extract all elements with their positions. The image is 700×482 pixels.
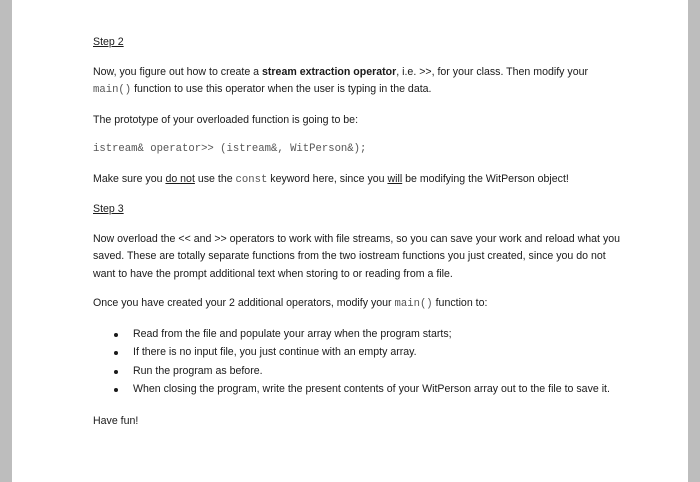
closing-text: Have fun!	[93, 414, 139, 427]
text-span: be modifying the WitPerson object!	[402, 172, 569, 185]
step3-paragraph-1: Now overload the << and >> operators to work with file streams, so you can save your work and reload what you saved. These are totally separate functions from the two iostream functions you just created, since you do not want to have the prompt additional text when storing to or reading from a file.	[93, 232, 621, 280]
document-page	[12, 0, 688, 482]
underlined-text: will	[387, 172, 403, 185]
list-item: When closing the program, write the present contents of your WitPerson array out to the file to save it.	[93, 381, 623, 399]
text-span: function to use this operator when the user is typing in the data.	[131, 83, 432, 95]
list-item: Read from the file and populate your array when the program starts;	[93, 326, 623, 344]
list-item: If there is no input file, you just continue with an empty array.	[93, 344, 623, 362]
inline-code: const	[235, 173, 268, 186]
step3-heading: Step 3	[93, 203, 124, 215]
document-content	[93, 34, 623, 442]
text-span: function to:	[432, 297, 488, 309]
step2-paragraph-1	[93, 64, 623, 100]
underlined-text: do not	[165, 172, 195, 185]
inline-code: main()	[394, 298, 433, 310]
function-prototype: istream& operator>> (istream&, WitPerson&);	[93, 143, 367, 155]
text-span: use the	[194, 172, 236, 185]
bold-term: stream extraction operator	[262, 65, 397, 78]
step3-paragraph-2	[93, 295, 623, 314]
text-span: , i.e. >>, for your class. Then modify your	[396, 65, 589, 78]
inline-code: main()	[93, 84, 132, 96]
step2-heading: Step 2	[93, 36, 124, 48]
list-item: Run the program as before.	[93, 363, 623, 381]
text-span: keyword here, since you	[267, 172, 388, 185]
bullet-list	[93, 326, 623, 399]
text-span: Make sure you	[93, 172, 166, 185]
text-span: Once you have created your 2 additional operators, modify your	[93, 297, 395, 309]
step2-paragraph-3	[93, 171, 623, 190]
text-span: Now, you figure out how to create a	[93, 65, 263, 78]
step2-paragraph-2: The prototype of your overloaded function is going to be:	[93, 113, 359, 126]
